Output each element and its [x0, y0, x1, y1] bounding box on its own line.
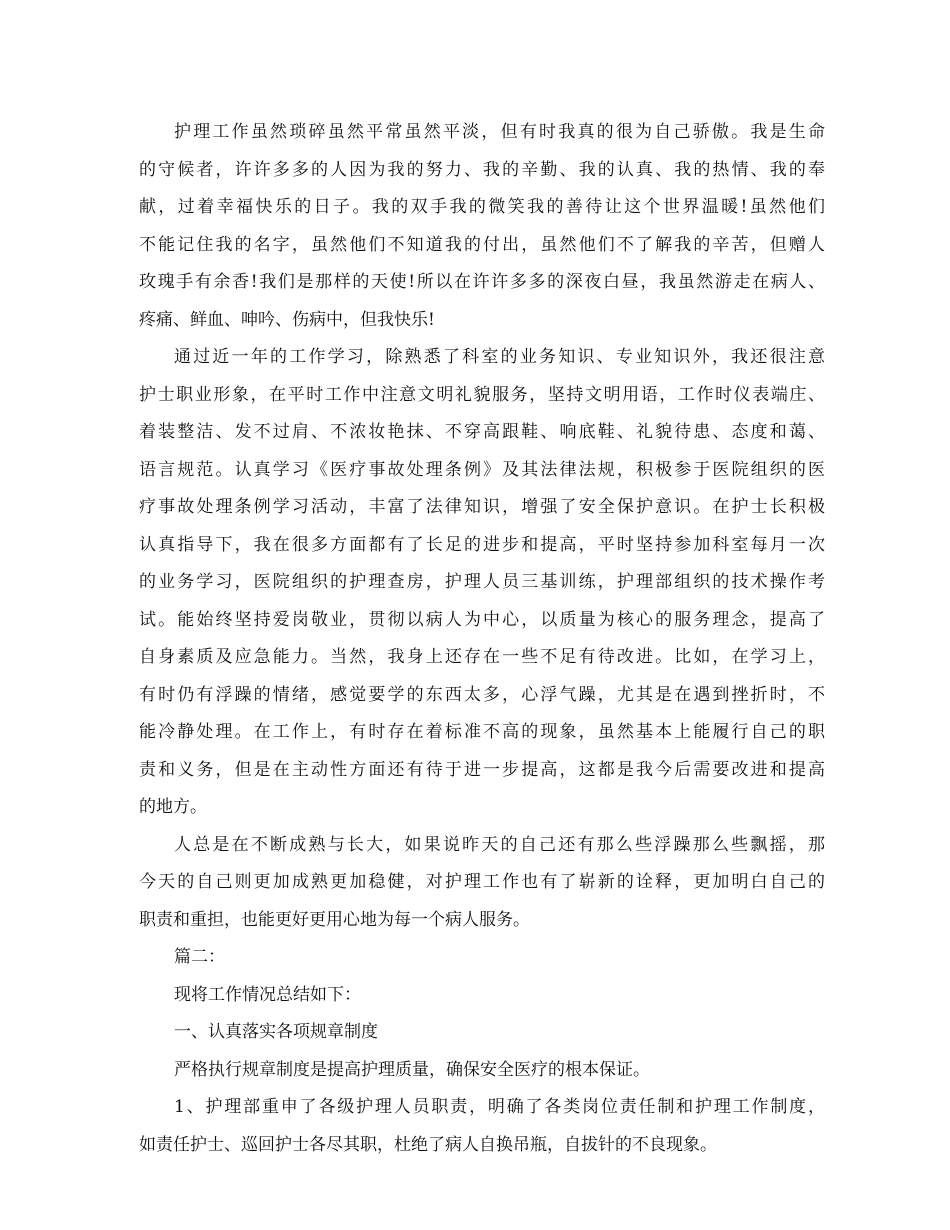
text-line: 严格执行规章制度是提高护理质量，确保安全医疗的根本保证。 [174, 1059, 650, 1080]
text-line: 着装整洁、发不过肩、不浓妆艳抹、不穿高跟鞋、响底鞋、礼貌待患、态度和蔼、 [139, 422, 825, 442]
text-line: 一、认真落实各项规章制度 [174, 1022, 378, 1042]
text-line: 责和义务，但是在主动性方面还有待于进一步提高，这都是我今后需要改进和提高 [139, 759, 825, 780]
document-page [139, 114, 825, 1164]
text-line: 能冷静处理。在工作上，有时存在着标准不高的现象，虽然基本上能履行自己的职 [139, 722, 825, 742]
text-line: 如责任护士、巡回护士各尽其职，杜绝了病人自换吊瓶，自拔针的不良现象。 [139, 1134, 717, 1155]
text-line: 献，过着幸福快乐的日子。我的双手我的微笑我的善待让这个世界温暖!虽然他们 [139, 197, 825, 217]
text-line: 的守候者，许许多多的人因为我的努力、我的辛勤、我的认真、我的热情、我的奉 [139, 159, 825, 180]
text-line: 的业务学习，医院组织的护理查房，护理人员三基训练，护理部组织的技术操作考 [139, 572, 825, 592]
text-line: 自身素质及应急能力。当然，我身上还存在一些不足有待改进。比如，在学习上， [139, 647, 825, 667]
text-line: 有时仍有浮躁的情绪，感觉要学的东西太多，心浮气躁，尤其是在遇到挫折时，不 [139, 684, 825, 705]
text-line: 1、护理部重申了各级护理人员职责，明确了各类岗位责任制和护理工作制度， [174, 1097, 825, 1117]
text-line: 今天的自己则更加成熟更加稳健，对护理工作也有了崭新的诠释，更加明白自己的 [139, 872, 825, 892]
text-line: 职责和重担，也能更好更用心地为每一个病人服务。 [139, 909, 530, 930]
text-line: 认真指导下，我在很多方面都有了长足的进步和提高，平时坚持参加科室每月一次 [139, 534, 825, 555]
text-line: 护理工作虽然琐碎虽然平常虽然平淡，但有时我真的很为自己骄傲。我是生命 [174, 122, 825, 142]
text-line: 语言规范。认真学习《医疗事故处理条例》及其法律法规，积极参于医院组织的医 [139, 459, 825, 480]
text-line: 护士职业形象，在平时工作中注意文明礼貌服务，坚持文明用语，工作时仪表端庄、 [139, 384, 825, 405]
text-line: 玫瑰手有余香!我们是那样的天使!所以在许许多多的深夜白昼，我虽然游走在病人、 [139, 272, 825, 292]
text-line: 疗事故处理条例学习活动，丰富了法律知识，增强了安全保护意识。在护士长积极 [139, 497, 825, 517]
text-line: 现将工作情况总结如下： [174, 984, 361, 1005]
text-line: 的地方。 [139, 797, 207, 817]
text-line: 人总是在不断成熟与长大，如果说昨天的自己还有那么些浮躁那么些飘摇，那 [174, 834, 825, 855]
text-line: 不能记住我的名字，虽然他们不知道我的付出，虽然他们不了解我的辛苦，但赠人 [139, 234, 825, 255]
text-line: 通过近一年的工作学习，除熟悉了科室的业务知识、专业知识外，我还很注意 [174, 347, 825, 367]
text-line: 疼痛、鲜血、呻吟、伤病中，但我快乐! [139, 309, 435, 330]
text-line: 试。能始终坚持爱岗敬业，贯彻以病人为中心，以质量为核心的服务理念，提高了 [139, 609, 825, 630]
text-line: 篇二： [174, 947, 225, 967]
